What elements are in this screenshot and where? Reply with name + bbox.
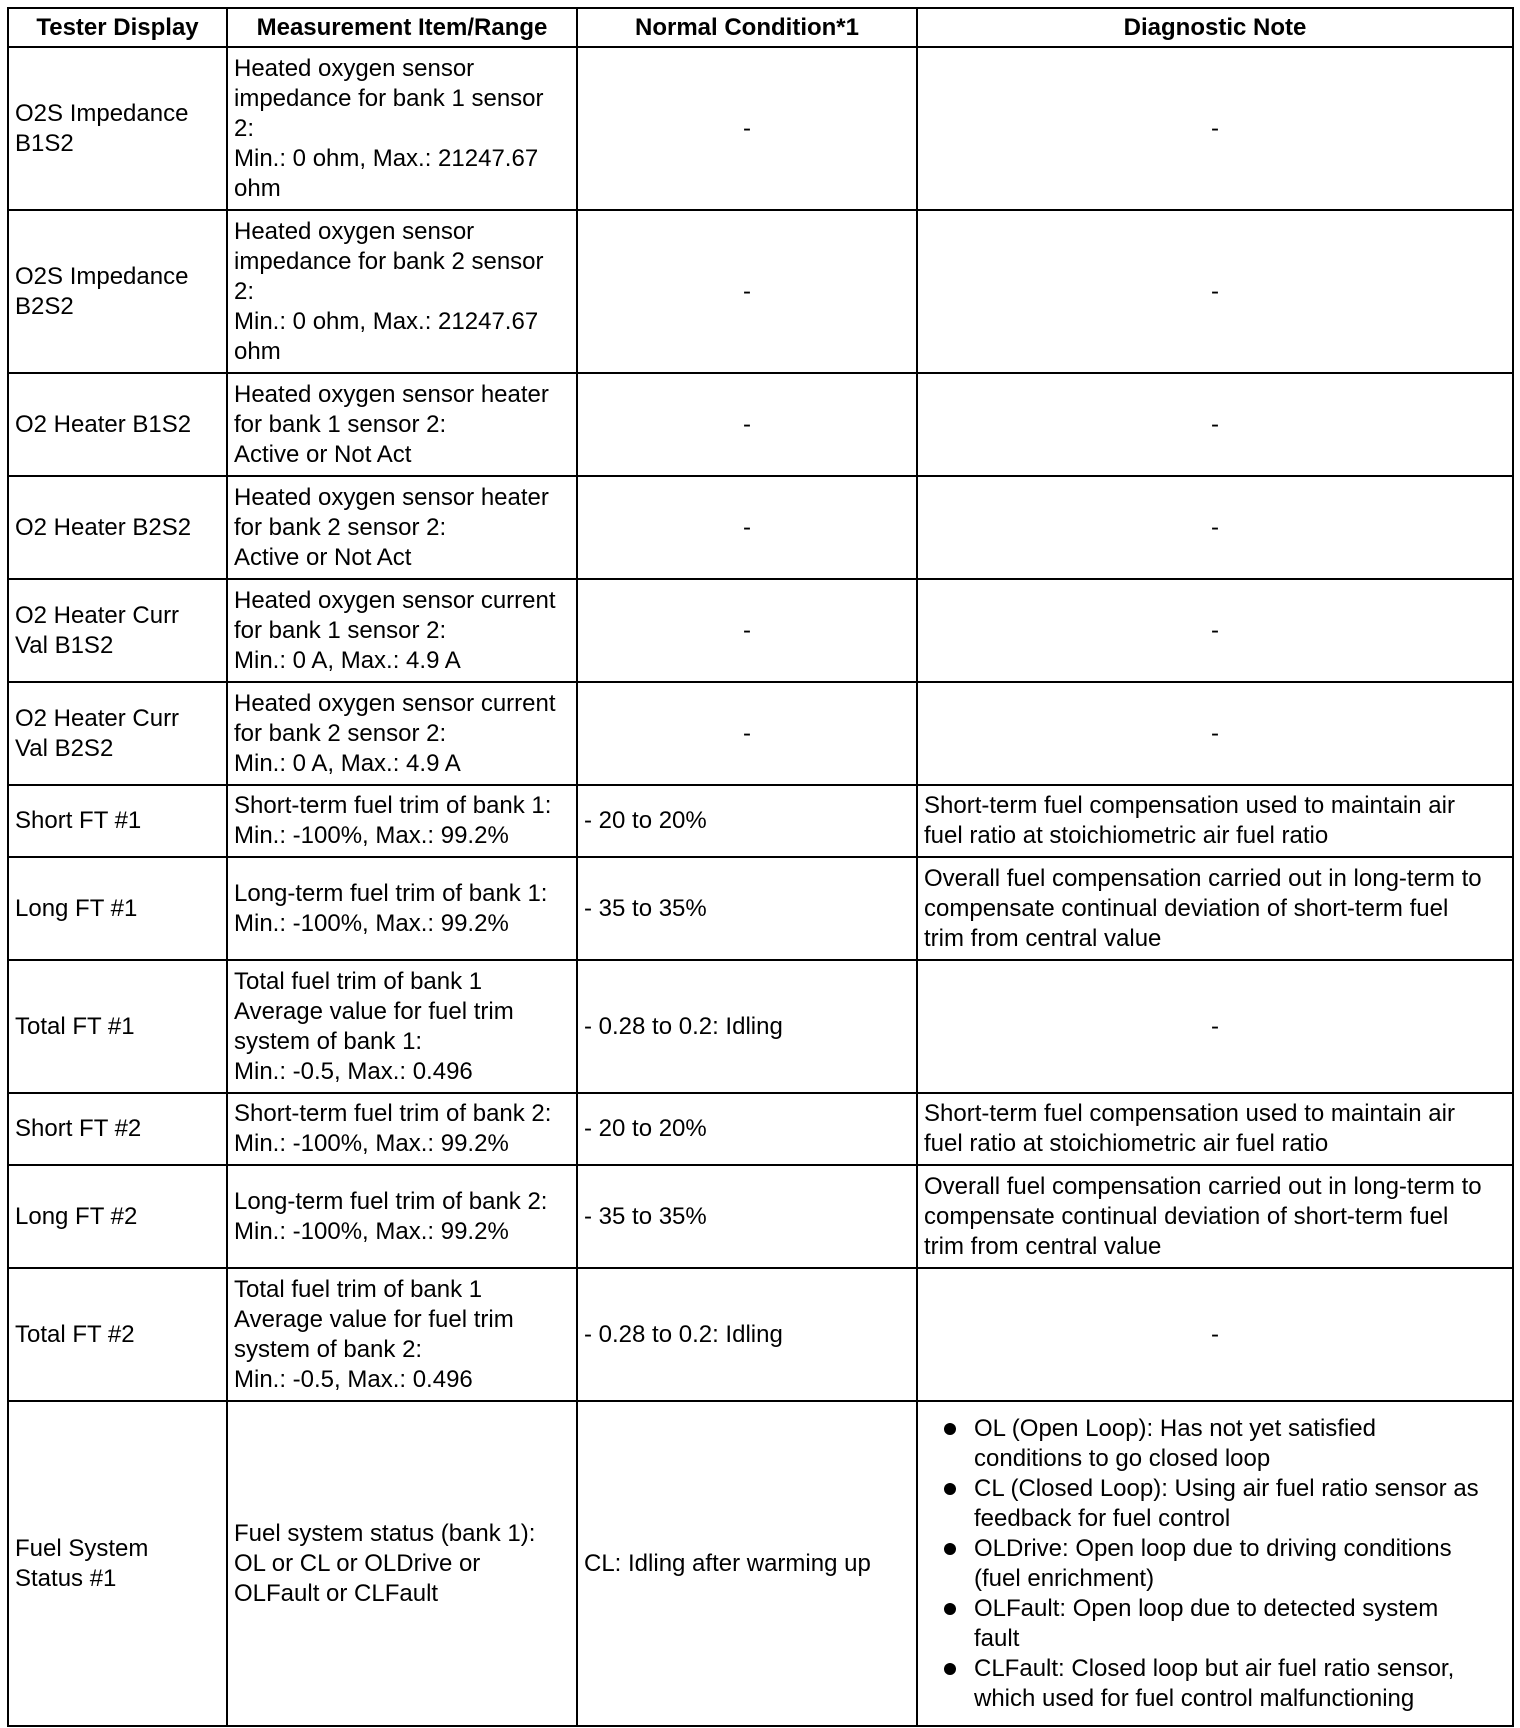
- cell-measurement-item: Heated oxygen sensor impedance for bank 1 sensor 2: Min.: 0 ohm, Max.: 21247.67 ohm: [227, 47, 577, 210]
- bullet-icon: [944, 1423, 956, 1435]
- cell-tester-display: Short FT #2: [8, 1093, 227, 1165]
- tester-data-table: [7, 7, 1514, 1727]
- cell-normal-condition: - 0.28 to 0.2: Idling: [577, 1268, 917, 1401]
- cell-measurement-item: Heated oxygen sensor heater for bank 2 sensor 2: Active or Not Act: [227, 476, 577, 579]
- header-diagnostic-note: Diagnostic Note: [917, 8, 1513, 47]
- table-row: [8, 1093, 1513, 1165]
- bullet-icon: [944, 1663, 956, 1675]
- header-tester-display: Tester Display: [8, 8, 227, 47]
- cell-measurement-item: Fuel system status (bank 1): OL or CL or OLDrive or OLFault or CLFault: [227, 1401, 577, 1726]
- note-text: OLDrive: Open loop due to driving conditions (fuel enrichment): [974, 1534, 1452, 1592]
- cell-tester-display: O2 Heater B2S2: [8, 476, 227, 579]
- cell-measurement-item: Heated oxygen sensor heater for bank 1 sensor 2: Active or Not Act: [227, 373, 577, 476]
- cell-measurement-item: Total fuel trim of bank 1 Average value for fuel trim system of bank 2: Min.: -0.5, Max.: 0.496: [227, 1268, 577, 1401]
- cell-diagnostic-note: -: [917, 373, 1513, 476]
- list-item: [938, 1534, 1506, 1594]
- cell-diagnostic-note: -: [917, 47, 1513, 210]
- table-row: [8, 476, 1513, 579]
- note-text: CL (Closed Loop): Using air fuel ratio sensor as feedback for fuel control: [974, 1474, 1479, 1532]
- table-row: [8, 785, 1513, 857]
- cell-tester-display: O2S Impedance B1S2: [8, 47, 227, 210]
- header-normal-condition: Normal Condition*1: [577, 8, 917, 47]
- cell-diagnostic-note: -: [917, 210, 1513, 373]
- cell-normal-condition: -: [577, 682, 917, 785]
- cell-tester-display: O2 Heater Curr Val B1S2: [8, 579, 227, 682]
- table-row: [8, 373, 1513, 476]
- cell-normal-condition: -: [577, 47, 917, 210]
- table-row: [8, 47, 1513, 210]
- table-row: [8, 1165, 1513, 1268]
- header-row: [8, 8, 1513, 47]
- bullet-icon: [944, 1603, 956, 1615]
- cell-diagnostic-note: -: [917, 682, 1513, 785]
- fuel-status-note-list: [924, 1414, 1506, 1714]
- list-item: [938, 1474, 1506, 1534]
- cell-measurement-item: Total fuel trim of bank 1 Average value for fuel trim system of bank 1: Min.: -0.5, Max.: 0.496: [227, 960, 577, 1093]
- cell-normal-condition: -: [577, 210, 917, 373]
- table-header: [8, 8, 1513, 47]
- cell-normal-condition: - 35 to 35%: [577, 1165, 917, 1268]
- cell-measurement-item: Short-term fuel trim of bank 1: Min.: -100%, Max.: 99.2%: [227, 785, 577, 857]
- table-row: [8, 1268, 1513, 1401]
- table-row: [8, 960, 1513, 1093]
- note-text: CLFault: Closed loop but air fuel ratio sensor, which used for fuel control malfunctioning: [974, 1654, 1455, 1712]
- cell-measurement-item: Heated oxygen sensor current for bank 1 sensor 2: Min.: 0 A, Max.: 4.9 A: [227, 579, 577, 682]
- cell-normal-condition: - 20 to 20%: [577, 1093, 917, 1165]
- cell-tester-display: Total FT #2: [8, 1268, 227, 1401]
- cell-normal-condition: -: [577, 476, 917, 579]
- cell-normal-condition: -: [577, 579, 917, 682]
- table-row: [8, 210, 1513, 373]
- cell-tester-display: O2 Heater Curr Val B2S2: [8, 682, 227, 785]
- cell-tester-display: Fuel System Status #1: [8, 1401, 227, 1726]
- list-item: [938, 1654, 1506, 1714]
- cell-measurement-item: Heated oxygen sensor current for bank 2 sensor 2: Min.: 0 A, Max.: 4.9 A: [227, 682, 577, 785]
- cell-diagnostic-note: Overall fuel compensation carried out in long-term to compensate continual deviation of short-term fuel trim from central value: [917, 857, 1513, 960]
- cell-diagnostic-note: -: [917, 1268, 1513, 1401]
- cell-normal-condition: CL: Idling after warming up: [577, 1401, 917, 1726]
- table-row: [8, 1401, 1513, 1726]
- header-measurement-item: Measurement Item/Range: [227, 8, 577, 47]
- cell-normal-condition: - 0.28 to 0.2: Idling: [577, 960, 917, 1093]
- cell-measurement-item: Long-term fuel trim of bank 1: Min.: -100%, Max.: 99.2%: [227, 857, 577, 960]
- list-item: [938, 1594, 1506, 1654]
- cell-tester-display: Total FT #1: [8, 960, 227, 1093]
- list-item: [938, 1414, 1506, 1474]
- cell-diagnostic-note: -: [917, 476, 1513, 579]
- cell-tester-display: O2S Impedance B2S2: [8, 210, 227, 373]
- cell-tester-display: O2 Heater B1S2: [8, 373, 227, 476]
- table-row: [8, 857, 1513, 960]
- cell-tester-display: Long FT #1: [8, 857, 227, 960]
- cell-normal-condition: -: [577, 373, 917, 476]
- bullet-icon: [944, 1483, 956, 1495]
- table-row: [8, 682, 1513, 785]
- table-row: [8, 579, 1513, 682]
- cell-tester-display: Long FT #2: [8, 1165, 227, 1268]
- cell-measurement-item: Heated oxygen sensor impedance for bank 2 sensor 2: Min.: 0 ohm, Max.: 21247.67 ohm: [227, 210, 577, 373]
- cell-tester-display: Short FT #1: [8, 785, 227, 857]
- note-text: OLFault: Open loop due to detected system fault: [974, 1594, 1439, 1652]
- table-body: [8, 47, 1513, 1726]
- cell-normal-condition: - 35 to 35%: [577, 857, 917, 960]
- cell-diagnostic-note: [917, 1401, 1513, 1726]
- cell-diagnostic-note: Overall fuel compensation carried out in long-term to compensate continual deviation of short-term fuel trim from central value: [917, 1165, 1513, 1268]
- cell-measurement-item: Short-term fuel trim of bank 2: Min.: -100%, Max.: 99.2%: [227, 1093, 577, 1165]
- note-text: OL (Open Loop): Has not yet satisfied conditions to go closed loop: [974, 1414, 1376, 1472]
- cell-diagnostic-note: -: [917, 579, 1513, 682]
- cell-diagnostic-note: -: [917, 960, 1513, 1093]
- cell-diagnostic-note: Short-term fuel compensation used to maintain air fuel ratio at stoichiometric air fuel ratio: [917, 1093, 1513, 1165]
- cell-normal-condition: - 20 to 20%: [577, 785, 917, 857]
- cell-diagnostic-note: Short-term fuel compensation used to maintain air fuel ratio at stoichiometric air fuel ratio: [917, 785, 1513, 857]
- cell-measurement-item: Long-term fuel trim of bank 2: Min.: -100%, Max.: 99.2%: [227, 1165, 577, 1268]
- bullet-icon: [944, 1543, 956, 1555]
